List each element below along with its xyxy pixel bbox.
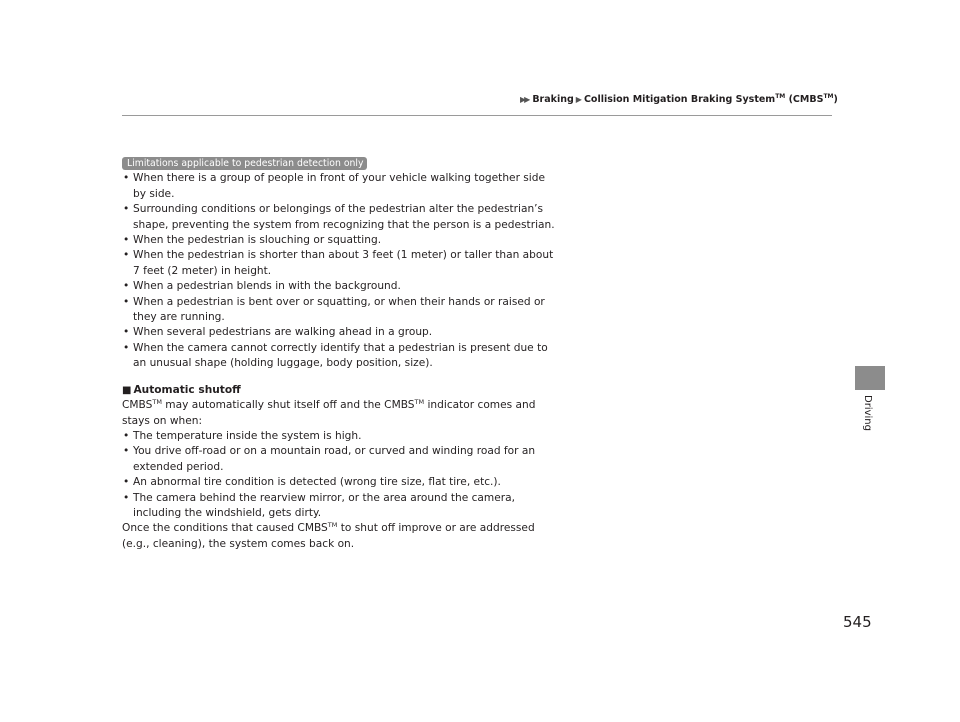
list-item: • When the pedestrian is slouching or squatting.	[122, 233, 560, 248]
breadcrumb-suffix: (CMBS	[785, 94, 824, 105]
breadcrumb-suffix-close: )	[833, 94, 838, 105]
main-content	[122, 156, 560, 552]
shutoff-intro	[122, 398, 560, 429]
page-number: 545	[843, 613, 872, 631]
list-item: • When a pedestrian blends in with the background.	[122, 279, 560, 294]
pedestrian-limitations-list	[122, 171, 560, 371]
outro-text: to shut off improve or are addressed (e.g., cleaning), the system comes back on.	[122, 522, 535, 550]
double-arrow-icon: ▶▶	[520, 95, 529, 104]
header-divider	[122, 115, 832, 116]
list-item: • The temperature inside the system is high.	[122, 429, 560, 444]
section-label: Driving	[862, 395, 873, 431]
list-item: • An abnormal tire condition is detected (wrong tire size, flat tire, etc.).	[122, 475, 560, 490]
intro-text: may automatically shut itself off and the CMBS	[161, 399, 415, 412]
breadcrumb-braking[interactable]: Braking	[532, 94, 574, 105]
section-tab-marker	[855, 366, 885, 390]
section-heading	[122, 383, 560, 398]
tm-mark: TM	[823, 93, 834, 100]
tm-mark: TM	[414, 398, 425, 407]
breadcrumb-cmbs[interactable]: Collision Mitigation Braking System	[583, 94, 776, 105]
list-item: • You drive off-road or on a mountain road, or curved and winding road for an extended period.	[122, 444, 560, 475]
breadcrumb	[520, 94, 838, 105]
square-bullet-icon: ■	[122, 384, 132, 396]
list-item: • The camera behind the rearview mirror, or the area around the camera, including the windshield, gets dirty.	[122, 491, 560, 522]
tm-mark: TM	[152, 398, 162, 407]
intro-text: CMBS	[122, 399, 153, 412]
shutoff-outro	[122, 521, 560, 552]
list-item: • When a pedestrian is bent over or squatting, or when their hands or raised or they are running.	[122, 295, 560, 326]
intro-text: indicator comes and stays on when:	[122, 399, 536, 427]
list-item: • When there is a group of people in front of your vehicle walking together side by side.	[122, 171, 560, 202]
shutoff-conditions-list	[122, 429, 560, 521]
list-item: • When the pedestrian is shorter than about 3 feet (1 meter) or taller than about 7 feet (2 meter) in height.	[122, 248, 560, 279]
list-item: • Surrounding conditions or belongings of the pedestrian alter the pedestrian’s shape, preventing the system from recognizing that the person is a pedestrian.	[122, 202, 560, 233]
arrow-icon: ▶	[575, 95, 582, 104]
section-heading-text: Automatic shutoff	[133, 383, 241, 396]
pedestrian-limitations-tag: Limitations applicable to pedestrian detection only	[122, 157, 367, 170]
list-item: • When several pedestrians are walking ahead in a group.	[122, 325, 560, 340]
outro-text: Once the conditions that caused CMBS	[122, 522, 328, 535]
list-item: • When the camera cannot correctly identify that a pedestrian is present due to an unusual shape (holding luggage, body position, size).	[122, 341, 560, 372]
tm-mark: TM	[775, 93, 786, 100]
tm-mark: TM	[327, 521, 338, 530]
